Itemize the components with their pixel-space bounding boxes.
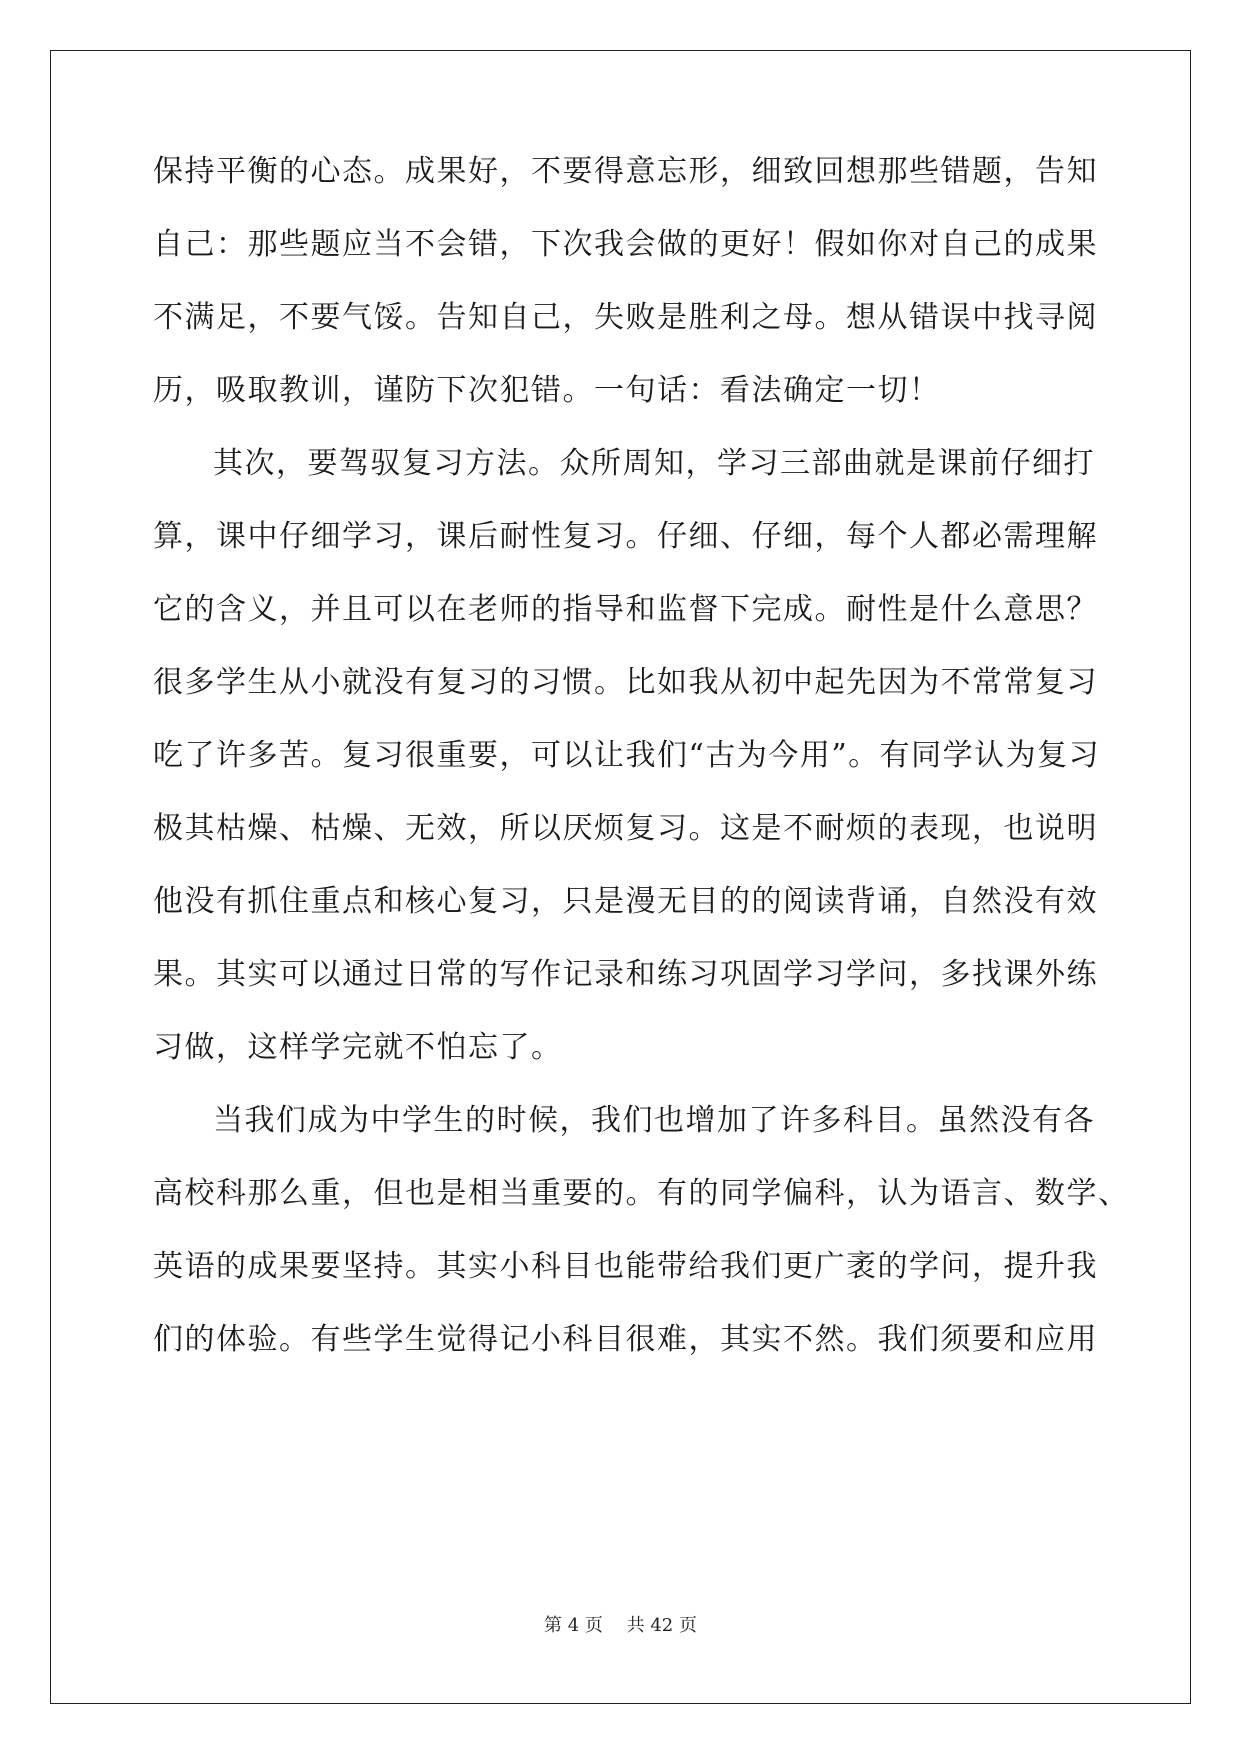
- body-line-11: 他没有抓住重点和核心复习，只是漫无目的的阅读背诵，自然没有效: [153, 884, 1098, 919]
- body-line-12: 果。其实可以通过日常的写作记录和练习巩固学习学问，多找课外练: [153, 957, 1098, 992]
- body-line-3: 不满足，不要气馁。告知自己，失败是胜利之母。想从错误中找寻阅: [153, 300, 1098, 335]
- body-line-10: 极其枯燥、枯燥、无效，所以厌烦复习。这是不耐烦的表现，也说明: [153, 811, 1098, 846]
- body-line-6: 算，课中仔细学习，课后耐性复习。仔细、仔细，每个人都必需理解: [153, 519, 1098, 554]
- paragraph-2-first-line: 其次，要驾驭复习方法。众所周知，学习三部曲就是课前仔细打: [213, 446, 1095, 481]
- body-line-16: 英语的成果要坚持。其实小科目也能带给我们更广袤的学问，提升我: [153, 1249, 1098, 1284]
- body-line-9: 吃了许多苦。复习很重要，可以让我们“古为今用”。有同学认为复习: [153, 738, 1101, 773]
- body-line-7: 它的含义，并且可以在老师的指导和监督下完成。耐性是什么意思？: [153, 592, 1098, 627]
- body-line-2: 自己：那些题应当不会错，下次我会做的更好！假如你对自己的成果: [153, 227, 1098, 262]
- body-line-15: 高校科那么重，但也是相当重要的。有的同学偏科，认为语言、数学、: [153, 1176, 1130, 1211]
- body-line-4: 历，吸取教训，谨防下次犯错。一句话：看法确定一切！: [153, 373, 941, 408]
- body-line-17: 们的体验。有些学生觉得记小科目很难，其实不然。我们须要和应用: [153, 1322, 1098, 1357]
- body-line-13: 习做，这样学完就不怕忘了。: [153, 1030, 563, 1065]
- paragraph-3-first-line: 当我们成为中学生的时候，我们也增加了许多科目。虽然没有各: [213, 1103, 1095, 1138]
- body-line-8: 很多学生从小就没有复习的习惯。比如我从初中起先因为不常常复习: [153, 665, 1098, 700]
- body-line-1: 保持平衡的心态。成果好，不要得意忘形，细致回想那些错题，告知: [153, 154, 1098, 189]
- page-number-footer: 第 4 页 共 42 页: [544, 1615, 697, 1636]
